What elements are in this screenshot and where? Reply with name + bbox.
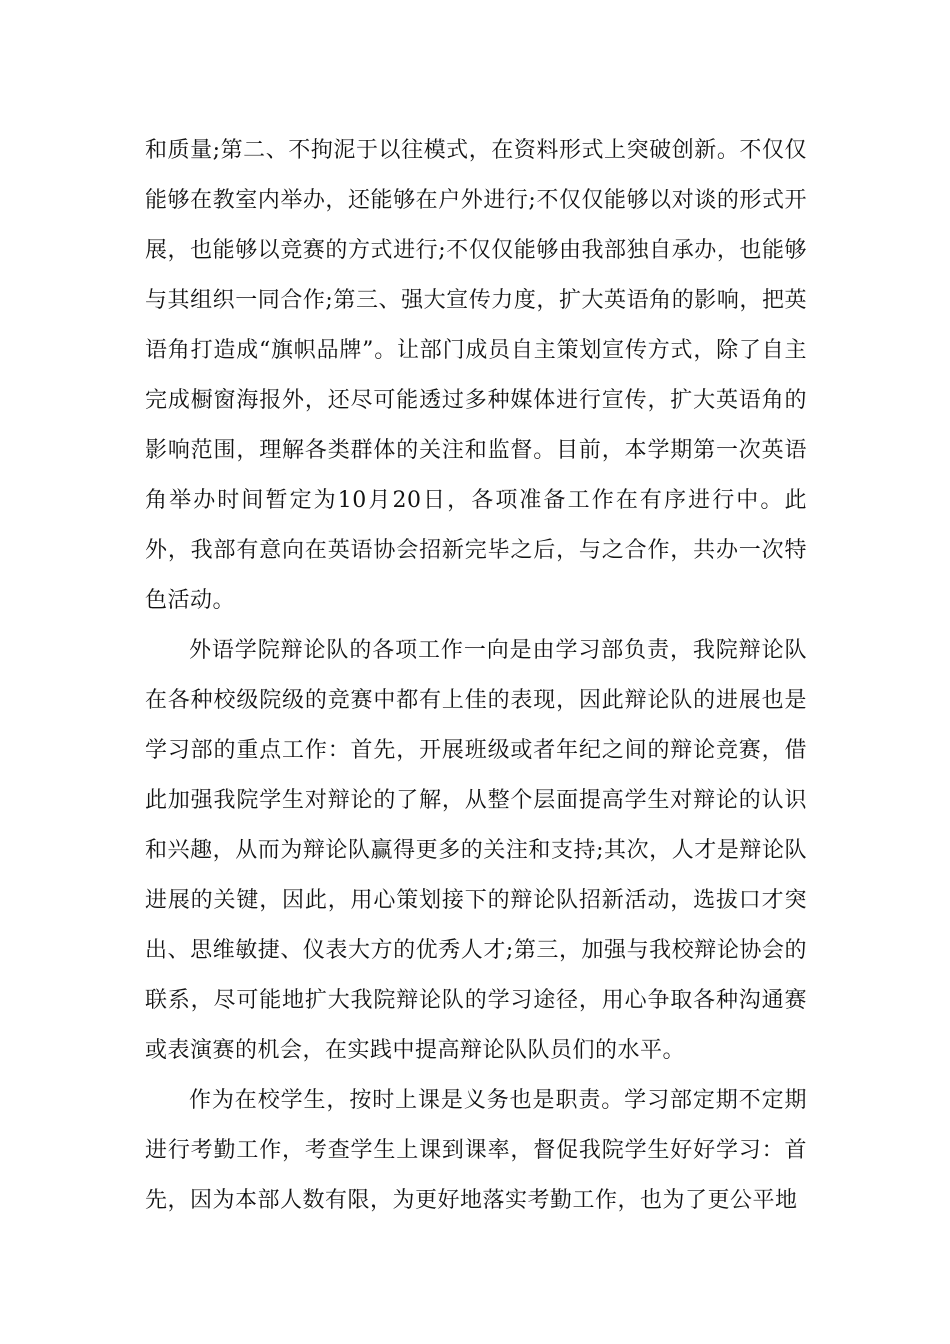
document-body — [145, 126, 807, 1226]
paragraph-attendance: 作为在校学生，按时上课是义务也是职责。学习部定期不定期进行考勤工作，考查学生上课到课率，督促我院学生好好学习：首先，因为本部人数有限，为更好地落实考勤工作，也为了更公平地 — [145, 1088, 807, 1213]
paragraph-continued: 和质量;第二、不拘泥于以往模式，在资料形式上突破创新。不仅仅能够在教室内举办，还能够在户外进行;不仅仅能够以对谈的形式开展，也能够以竞赛的方式进行;不仅仅能够由我部独自承办，也能够与其组织一同合作;第三、强大宣传力度，扩大英语角的影响，把英语角打造成“旗帜品牌”。让部门成员自主策划宣传方式，除了自主完成橱窗海报外，还尽可能透过多种媒体进行宣传，扩大英语角的影响范围，理解各类群体的关注和监督。目前，本学期第一次英语角举办时间暂定为10月20日，各项准备工作在有序进行中。此外，我部有意向在英语协会招新完毕之后，与之合作，共办一次特色活动。 — [145, 138, 807, 613]
paragraph-debate-team: 外语学院辩论队的各项工作一向是由学习部负责，我院辩论队在各种校级院级的竞赛中都有上佳的表现，因此辩论队的进展也是学习部的重点工作：首先，开展班级或者年纪之间的辩论竞赛，借此加强我院学生对辩论的了解，从整个层面提高学生对辩论的认识和兴趣，从而为辩论队赢得更多的关注和支持;其次，人才是辩论队进展的关键，因此，用心策划接下的辩论队招新活动，选拔口才突出、思维敏捷、仪表大方的优秀人才;第三，加强与我校辩论协会的联系，尽可能地扩大我院辩论队的学习途径，用心争取各种沟通赛或表演赛的机会，在实践中提高辩论队队员们的水平。 — [145, 638, 807, 1063]
